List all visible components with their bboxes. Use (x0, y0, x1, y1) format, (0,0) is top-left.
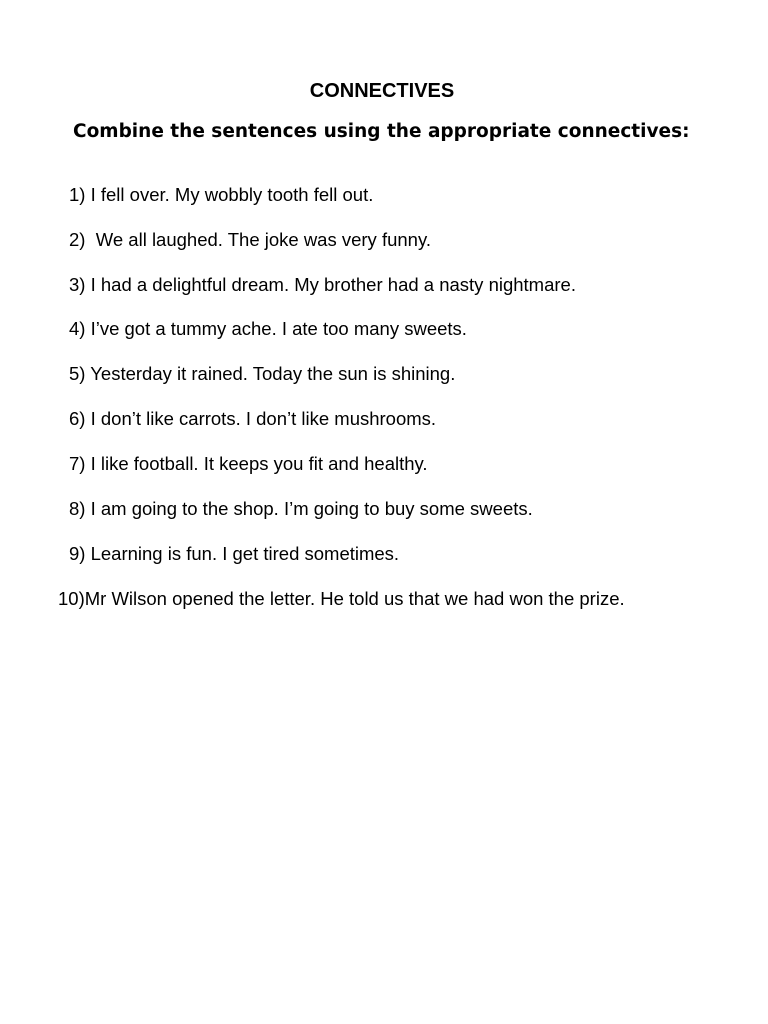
list-item (58, 587, 625, 611)
item-number: 9) (69, 543, 86, 564)
item-number: 7) (69, 453, 86, 474)
item-text: Learning is fun. I get tired sometimes. (85, 543, 400, 564)
item-number: 5) (69, 363, 86, 384)
item-number: 1) (69, 184, 86, 205)
item-text: I had a delightful dream. My brother had a nasty nightmare. (85, 274, 576, 295)
item-text: I don’t like carrots. I don’t like mushrooms. (85, 408, 437, 429)
list-item (69, 542, 399, 566)
item-text: Yesterday it rained. Today the sun is shining. (85, 363, 456, 384)
item-number: 6) (69, 408, 86, 429)
item-number: 3) (69, 274, 86, 295)
item-text: I fell over. My wobbly tooth fell out. (85, 184, 374, 205)
item-number: 10) (58, 588, 85, 609)
item-text: I like football. It keeps you fit and healthy. (85, 453, 428, 474)
list-item (69, 317, 467, 341)
item-number: 2) (69, 229, 86, 250)
item-text: I am going to the shop. I’m going to buy some sweets. (85, 498, 533, 519)
item-number: 8) (69, 498, 86, 519)
list-item (69, 497, 533, 521)
instruction-text: Combine the sentences using the appropriate connectives: (73, 121, 690, 142)
item-text: I’ve got a tummy ache. I ate too many sweets. (85, 318, 467, 339)
list-item (69, 273, 576, 297)
item-text: We all laughed. The joke was very funny. (85, 229, 431, 250)
list-item (69, 362, 455, 386)
page-title: CONNECTIVES (309, 80, 455, 102)
list-item (69, 452, 428, 476)
list-item (69, 183, 373, 207)
item-number: 4) (69, 318, 86, 339)
list-item (69, 228, 431, 252)
list-item (69, 407, 436, 431)
item-text: Mr Wilson opened the letter. He told us that we had won the prize. (84, 588, 625, 609)
